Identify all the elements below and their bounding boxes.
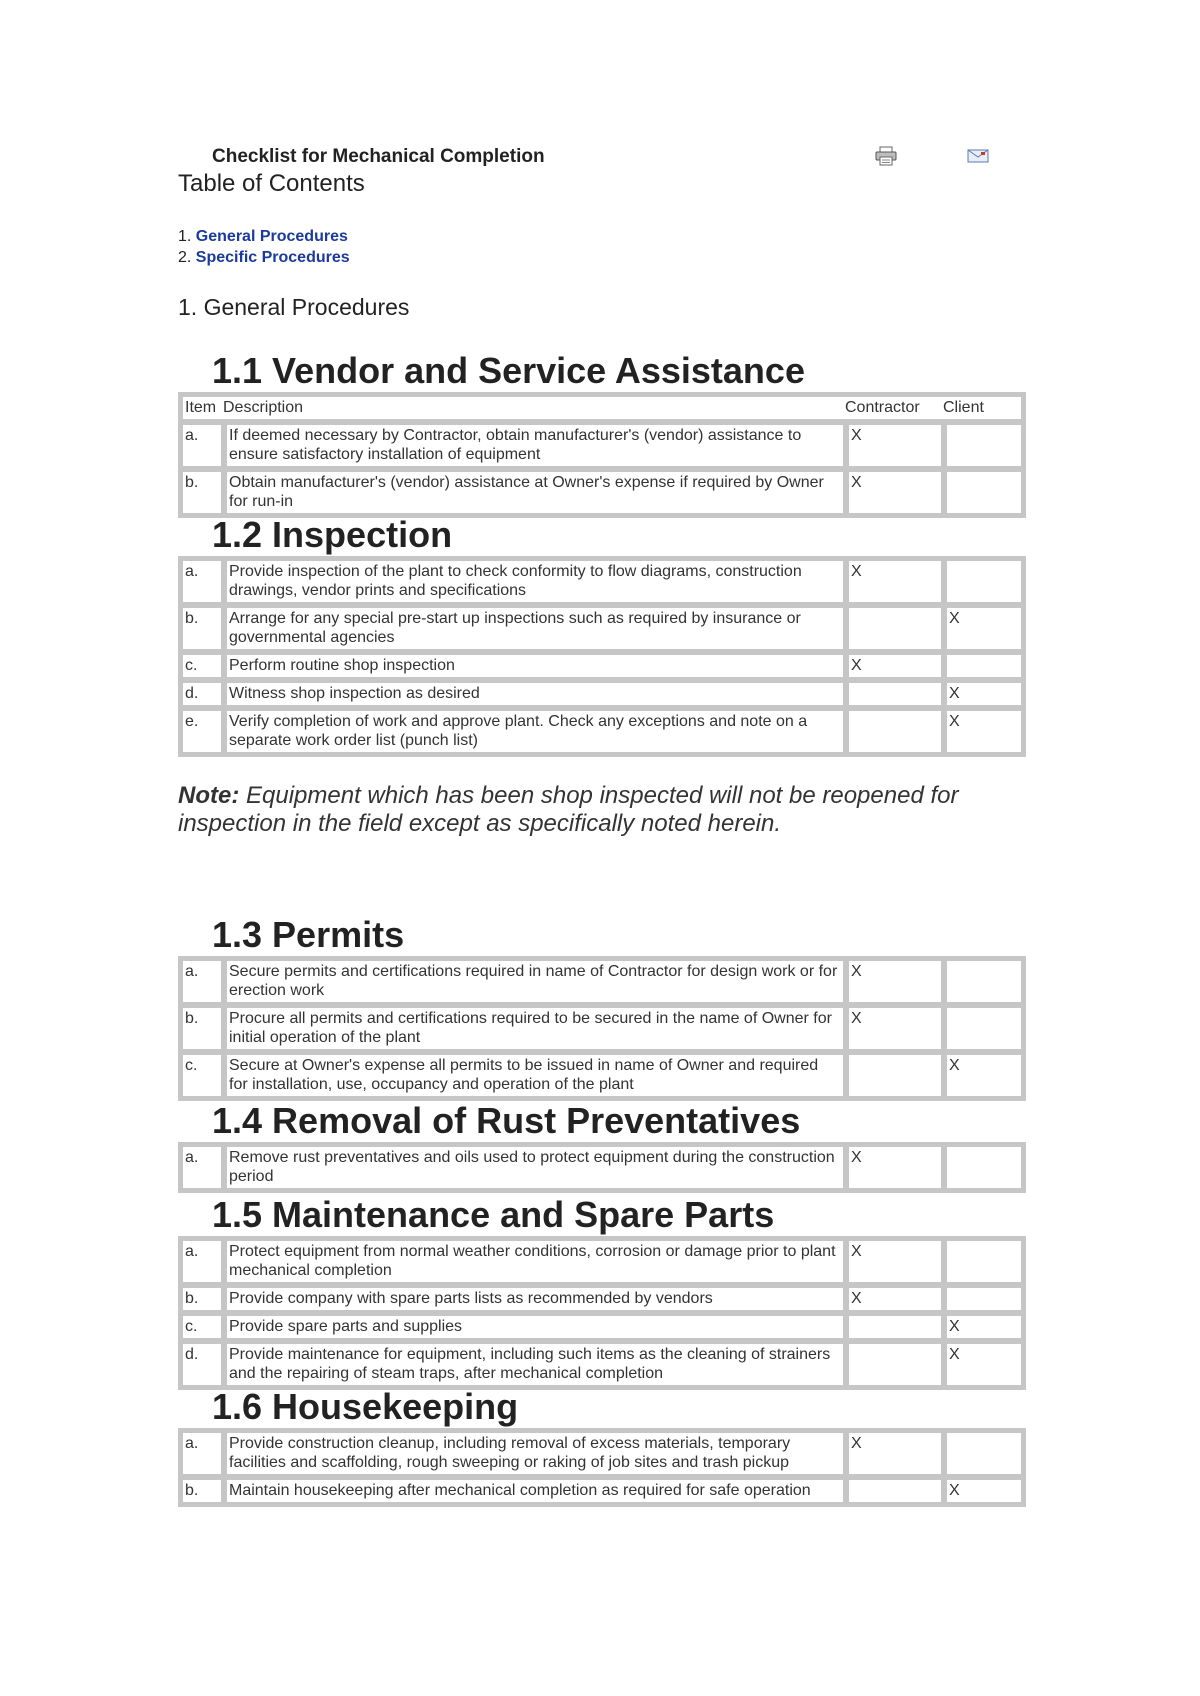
- row-item: d.: [183, 1338, 221, 1385]
- row-client: [941, 1241, 1021, 1282]
- row-description: Perform routine shop inspection: [221, 649, 843, 677]
- toc-item-number: 2.: [178, 249, 192, 266]
- table-row: [183, 1282, 1021, 1310]
- row-item: a.: [183, 419, 221, 466]
- row-item: a.: [185, 563, 199, 580]
- checklist-table-vendor: [178, 392, 1026, 518]
- row-description: Remove rust preventatives and oils used to protect equipment during the construction period: [221, 1147, 843, 1188]
- row-client: [941, 1002, 1021, 1049]
- checklist-table-rust: [178, 1142, 1026, 1193]
- printer-icon[interactable]: [874, 146, 898, 166]
- section-heading: 1. General Procedures: [178, 294, 410, 320]
- toc-link-general-procedures[interactable]: General Procedures: [195, 228, 348, 245]
- row-client: [941, 1433, 1021, 1474]
- row-description: Verify completion of work and approve plant. Check any exceptions and note on a separate work order list (punch list): [221, 705, 843, 752]
- row-description: Secure at Owner's expense all permits to be issued in name of Owner and required for installation, use, occupancy and operation of the plant: [221, 1049, 843, 1096]
- row-description: Maintain housekeeping after mechanical completion as required for safe operation: [221, 1474, 843, 1502]
- row-item: b.: [183, 602, 221, 649]
- row-contractor: [843, 1310, 941, 1338]
- row-client: [941, 961, 1021, 1002]
- toc-item: [178, 247, 350, 268]
- table-row: [183, 466, 1021, 513]
- column-header-client: Client: [943, 399, 984, 416]
- subsection-heading: 1.3 Permits: [212, 914, 405, 955]
- table-row: [183, 705, 1021, 752]
- row-client: [941, 419, 1021, 466]
- table-row: [183, 1049, 1021, 1096]
- row-item: b.: [183, 1282, 221, 1310]
- column-header-contractor: Contractor: [845, 399, 920, 416]
- table-row: [183, 1310, 1021, 1338]
- row-client: [941, 561, 1021, 602]
- checklist-table-maintenance: [178, 1236, 1026, 1390]
- row-description: Obtain manufacturer's (vendor) assistance at Owner's expense if required by Owner for run-in: [221, 466, 843, 513]
- table-row: [183, 1002, 1021, 1049]
- row-description: Procure all permits and certifications required to be secured in the name of Owner for initial operation of the plant: [221, 1002, 843, 1049]
- row-client: X: [941, 1474, 1021, 1502]
- table-row: [183, 1338, 1021, 1385]
- row-item: c.: [183, 649, 221, 677]
- column-header-description: Description: [223, 399, 304, 416]
- row-description: Provide company with spare parts lists as recommended by vendors: [221, 1282, 843, 1310]
- row-contractor: [843, 1338, 941, 1385]
- row-description: Arrange for any special pre-start up inspections such as required by insurance or governmental agencies: [221, 602, 843, 649]
- row-contractor: X: [843, 561, 941, 602]
- table-header-row: [183, 397, 1021, 419]
- toc-item: [178, 226, 350, 247]
- row-client: X: [941, 1338, 1021, 1385]
- row-item: c.: [183, 1310, 221, 1338]
- row-item: e.: [183, 705, 221, 752]
- document-title: Checklist for Mechanical Completion: [212, 146, 545, 167]
- row-description: Provide spare parts and supplies: [221, 1310, 843, 1338]
- row-client: [941, 1147, 1021, 1188]
- row-item: c.: [183, 1049, 221, 1096]
- checklist-table-permits: [178, 956, 1026, 1101]
- column-header-item: Item: [185, 399, 217, 416]
- row-description: If deemed necessary by Contractor, obtain manufacturer's (vendor) assistance to ensure satisfactory installation of equipment: [221, 419, 843, 466]
- row-description: Witness shop inspection as desired: [221, 677, 843, 705]
- row-contractor: X: [843, 649, 941, 677]
- subsection-heading: 1.5 Maintenance and Spare Parts: [212, 1194, 775, 1235]
- row-client: [941, 1282, 1021, 1310]
- table-row: [183, 602, 1021, 649]
- row-contractor: X: [843, 961, 941, 1002]
- row-item: a.: [185, 1243, 199, 1260]
- row-item: b.: [183, 466, 221, 513]
- row-client: X: [941, 705, 1021, 752]
- row-item: a.: [185, 1149, 199, 1166]
- table-row: [183, 961, 1021, 1002]
- row-contractor: X: [843, 1241, 941, 1282]
- row-contractor: [843, 705, 941, 752]
- row-client: [941, 466, 1021, 513]
- subsection-heading: 1.6 Housekeeping: [212, 1386, 519, 1427]
- row-item: b.: [183, 1474, 221, 1502]
- toc-item-number: 1.: [178, 228, 192, 245]
- row-item: d.: [183, 677, 221, 705]
- note-label: Note:: [178, 782, 240, 809]
- table-row: [183, 1433, 1021, 1474]
- row-contractor: [843, 602, 941, 649]
- row-client: X: [941, 677, 1021, 705]
- row-contractor: X: [843, 1147, 941, 1188]
- row-client: X: [941, 602, 1021, 649]
- toc-link-specific-procedures[interactable]: Specific Procedures: [195, 249, 350, 266]
- subsection-heading: 1.2 Inspection: [212, 514, 453, 555]
- row-client: X: [941, 1310, 1021, 1338]
- row-contractor: X: [843, 1282, 941, 1310]
- row-client: X: [941, 1049, 1021, 1096]
- table-row: [183, 1474, 1021, 1502]
- row-item: b.: [183, 1002, 221, 1049]
- table-row: [183, 1241, 1021, 1282]
- row-item: a.: [185, 963, 199, 980]
- subsection-heading: 1.1 Vendor and Service Assistance: [212, 350, 805, 391]
- checklist-table-housekeeping: [178, 1428, 1026, 1507]
- row-item: a.: [185, 1435, 199, 1452]
- row-contractor: X: [843, 466, 941, 513]
- row-client: [941, 649, 1021, 677]
- row-contractor: X: [843, 1433, 941, 1474]
- row-contractor: X: [843, 419, 941, 466]
- row-description: Protect equipment from normal weather conditions, corrosion or damage prior to plant mechanical completion: [221, 1241, 843, 1282]
- row-contractor: [843, 677, 941, 705]
- table-row: [183, 561, 1021, 602]
- row-description: Provide construction cleanup, including removal of excess materials, temporary facilities and scaffolding, rough sweeping or raking of job sites and trash pickup: [221, 1433, 843, 1474]
- row-description: Provide maintenance for equipment, including such items as the cleaning of strainers and the repairing of steam traps, after mechanical completion: [221, 1338, 843, 1385]
- checklist-table-inspection: [178, 556, 1026, 757]
- toc-title: Table of Contents: [178, 170, 365, 197]
- toc-list: [178, 226, 350, 268]
- row-description: Secure permits and certifications required in name of Contractor for design work or for erection work: [221, 961, 843, 1002]
- subsection-heading: 1.4 Removal of Rust Preventatives: [212, 1100, 801, 1141]
- envelope-icon[interactable]: [966, 146, 990, 166]
- inspection-note: [178, 782, 1018, 838]
- row-contractor: [843, 1049, 941, 1096]
- note-text: Equipment which has been shop inspected will not be reopened for inspection in the field except as specifically noted herein.: [178, 782, 959, 837]
- row-contractor: X: [843, 1002, 941, 1049]
- table-row: [183, 419, 1021, 466]
- table-row: [183, 649, 1021, 677]
- row-contractor: [843, 1474, 941, 1502]
- table-row: [183, 1147, 1021, 1188]
- row-description: Provide inspection of the plant to check conformity to flow diagrams, construction drawings, vendor prints and specifications: [221, 561, 843, 602]
- table-row: [183, 677, 1021, 705]
